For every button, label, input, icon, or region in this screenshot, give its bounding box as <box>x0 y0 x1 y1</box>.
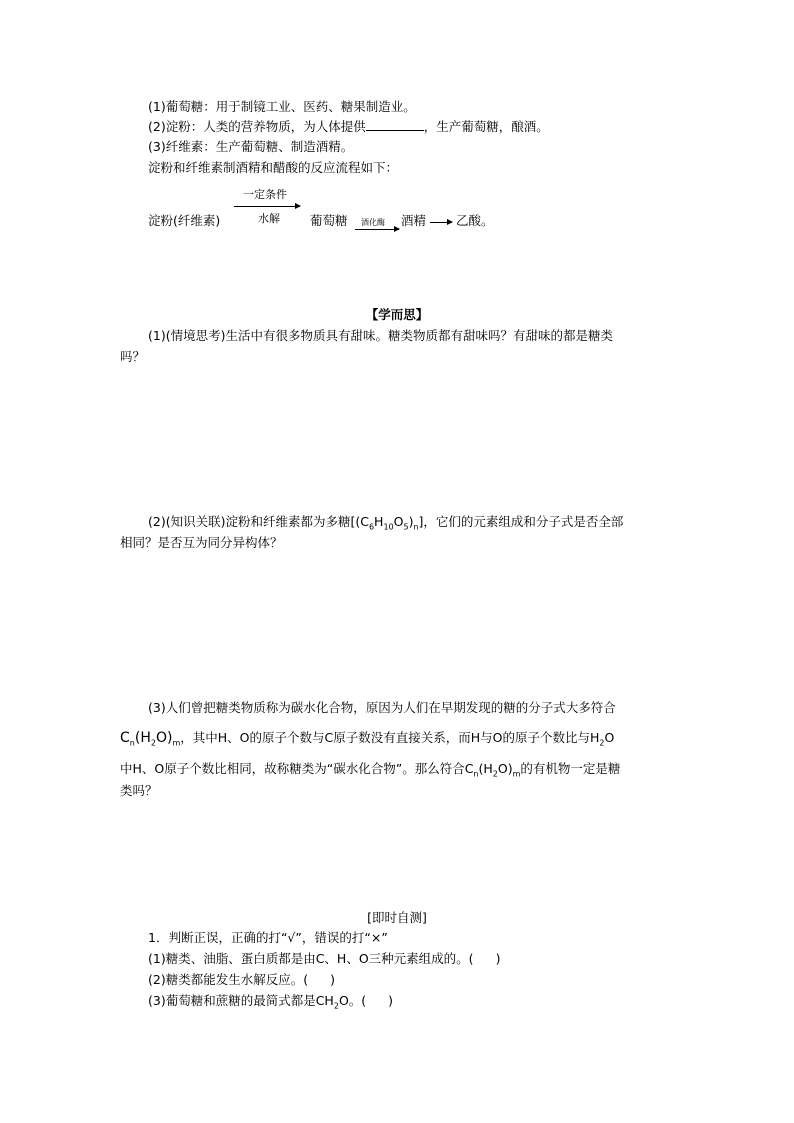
q3-c: C <box>120 730 130 746</box>
flow-enzyme: 酒化酶 <box>361 218 385 227</box>
q3-line3-sub-2: 2 <box>492 769 498 779</box>
q3-line2-text: ，其中H、O的原子个数与C原子数没有直接关系，而H与O的原子个数比与H <box>180 730 600 745</box>
s3-close: ) <box>388 993 394 1008</box>
sec1-item2-pre: (2)淀粉：人类的营养物质，为人体提供 <box>148 119 366 134</box>
test-statement-1 <box>148 950 500 968</box>
test-instruction: 1．判断正误，正确的打“√”，错误的打“×” <box>148 930 388 945</box>
flow-start: 淀粉(纤维素) <box>148 213 221 228</box>
q2-sub-5: 5 <box>403 522 409 532</box>
q2-o: O <box>393 514 404 529</box>
think-q2-line1 <box>148 513 623 537</box>
flow-glucose: 葡萄糖 <box>310 213 348 228</box>
sec1-item2-post: ，生产葡萄糖，酿酒。 <box>423 119 549 134</box>
q2-sub-n: n <box>413 522 419 532</box>
flow-arrow-3 <box>430 222 452 223</box>
q2-h: H <box>374 514 384 529</box>
think-q2-line2: 相同？是否互为同分异构体？ <box>120 535 283 550</box>
q3-line3-sub-n: n <box>473 769 479 779</box>
q2-close: ) <box>408 514 414 529</box>
flow-condition-top: 一定条件 <box>243 188 287 201</box>
test-statement-2 <box>148 971 335 989</box>
q2-text-pre: (2)(知识关联)淀粉和纤维素都为多糖[(C <box>148 514 369 529</box>
s1-close: ) <box>495 951 501 966</box>
q2-text-post: ]，它们的元素组成和分子式是否全部 <box>418 514 624 529</box>
think-q3-line1: (3)人们曾把糖类物质称为碳水化合物，原因为人们在早期发现的糖的分子式大多符合 <box>148 700 616 715</box>
think-q1-line2: 吗？ <box>120 349 146 364</box>
think-q3-line4: 类吗？ <box>120 783 158 798</box>
s2-text: (2)糖类都能发生水解反应。( <box>148 972 309 987</box>
sec1-item2 <box>148 118 549 136</box>
q3-o: O) <box>155 730 173 746</box>
q3-h2o-sub: 2 <box>599 738 605 748</box>
q2-sub-10: 10 <box>383 522 394 532</box>
q3-h: (H <box>134 730 151 746</box>
test-statement-3 <box>148 992 393 1016</box>
q3-h2o-o: O <box>604 730 615 745</box>
flow-intro: 淀粉和纤维素制酒精和醋酸的反应流程如下： <box>148 160 399 175</box>
flow-alcohol: 酒精 <box>401 213 427 228</box>
q2-sub-6: 6 <box>368 522 375 532</box>
test-heading: [即时自测] <box>367 910 427 925</box>
s1-text: (1)糖类、油脂、蛋白质都是由C、H、O三种元素组成的。( <box>148 951 474 966</box>
think-q1-line1: (1)(情境思考)生活中有很多物质具有甜味。糖类物质都有甜味吗？有甜味的都是糖类 <box>148 328 613 343</box>
q3-sub-n: n <box>129 738 135 748</box>
q3-line3-post: 的有机物一定是糖 <box>520 761 621 776</box>
q3-line3-sub-m: m <box>512 769 521 779</box>
think-heading: 【学而思】 <box>365 307 429 322</box>
sec1-item1: (1)葡萄糖：用于制镜工业、医药、糖果制造业。 <box>148 99 416 114</box>
q3-line3-o: O) <box>497 761 513 776</box>
q3-sub-m: m <box>172 738 181 748</box>
q3-sub-2: 2 <box>150 738 156 748</box>
think-q3-line3 <box>120 760 620 784</box>
flow-condition-bottom: 水解 <box>258 212 280 225</box>
flow-arrow-2 <box>355 229 399 230</box>
s3-sub-2: 2 <box>333 1001 339 1011</box>
flow-arrow-1 <box>234 206 300 207</box>
think-q3-line2 <box>120 729 614 753</box>
sec1-item3: (3)纤维素：生产葡萄糖、制造酒精。 <box>148 139 354 154</box>
q3-line3-h: (H <box>478 761 493 776</box>
fill-blank[interactable] <box>366 118 424 131</box>
s3-text-post: O。( <box>338 993 367 1008</box>
flow-end: 乙酸。 <box>456 213 494 228</box>
q3-line3-pre: 中H、O原子个数比相同，故称糖类为“碳水化合物”。那么符合C <box>120 761 474 776</box>
s3-text-pre: (3)葡萄糖和蔗糖的最简式都是CH <box>148 993 334 1008</box>
s2-close: ) <box>330 972 335 987</box>
